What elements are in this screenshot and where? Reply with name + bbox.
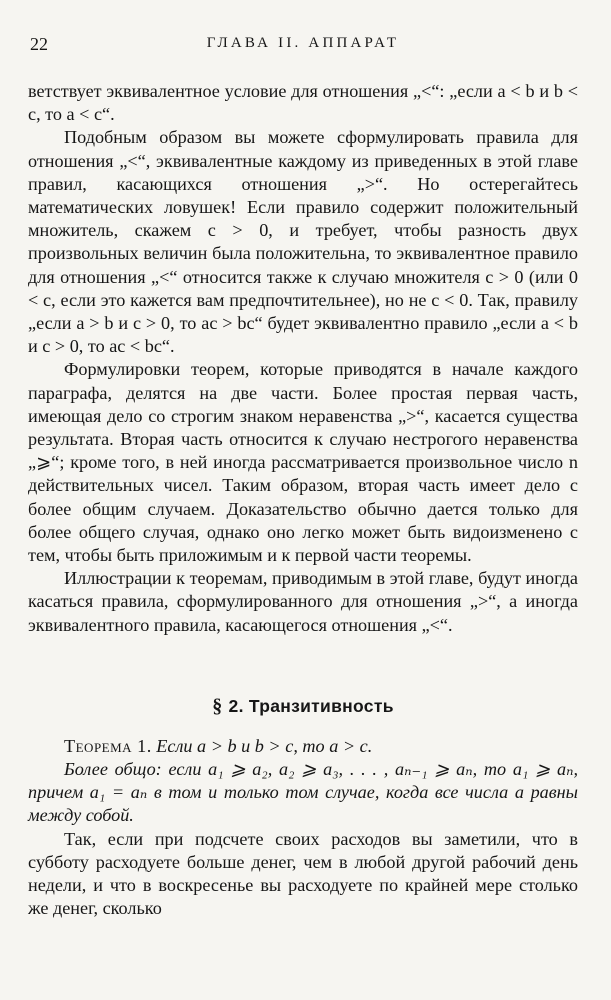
- paragraph-example: Так, если при подсчете своих расходов вы заметили, что в субботу расходуете больше денег, чем в любой другой рабочий день недели, и что в воскресенье вы расходуете по крайней мере столько же денег, сколько: [28, 828, 578, 919]
- theorem-label: Теорема 1.: [64, 735, 152, 756]
- paragraph-rules: Подобным образом вы можете сформулировать правила для отношения „<“, эквивалентные каждому из приведенных в этой главе правил, касающихся отношения „>“. Но остерегайтесь математических ловушек! Если правило содержит положительный множитель, скажем c > 0, и требует, чтобы разность двух произвольных величин была положительна, то эквивалентное правило для отношения „<“ относится также к случаю множителя c > 0 (или 0 < c, если это кажется вам предпочтительнее), но не c < 0. Так, правилу „если a > b и c > 0, то ac > bc“ будет эквивалентно правило „если a < b и c > 0, то ac < bc“.: [28, 127, 578, 357]
- running-head: ГЛАВА II. АППАРАТ: [206, 35, 400, 51]
- theorem-general: Более общо: если a₁ ⩾ a₂, a₂ ⩾ a₃, . . . , aₙ₋₁ ⩾ aₙ, то a₁ ⩾ aₙ, причем a₁ = aₙ в том и только том случае, когда все числа a равны между собой.: [28, 759, 578, 826]
- section-heading: [28, 695, 578, 718]
- paragraph-illustrations: Иллюстрации к теоремам, приводимым в этой главе, будут иногда касаться правила, сформулированного для отношения „>“, а иногда эквивалентного правила, касающегося отношения „<“.: [28, 568, 578, 635]
- theorem-statement-text: Если a > b и b > c, то a > c.: [156, 735, 373, 756]
- section-title-text: 2. Транзитивность: [228, 695, 394, 716]
- theorem-block: [28, 735, 578, 828]
- theorem-statement: [28, 735, 578, 758]
- paragraph-theorem-formulations: Формулировки теорем, которые приводятся в начале каждого параграфа, делятся на две части. Более простая первая часть, имеющая дело со строгим знаком неравенства „>“, касается существа результата. Вторая часть относится к случаю нестрогого неравенства „⩾“; кроме того, в ней иногда рассматривается произвольное число n действительных чисел. Таким образом, вторая часть имеет дело с более общим случаем. Доказательство обычно дается только для более общего случая, однако оно легко может быть видоизменено с тем, чтобы быть приложимым и к первой части теоремы.: [28, 359, 578, 566]
- book-page: [28, 30, 578, 921]
- page-number: 22: [30, 34, 48, 54]
- section-sign: §: [212, 694, 223, 717]
- body-text: [28, 80, 578, 637]
- paragraph-continuation: ветствует эквивалентное условие для отношения „<“: „если a < b и b < c, то a < c“.: [28, 81, 578, 125]
- page-header: [28, 30, 578, 56]
- after-theorem-text: [28, 828, 578, 921]
